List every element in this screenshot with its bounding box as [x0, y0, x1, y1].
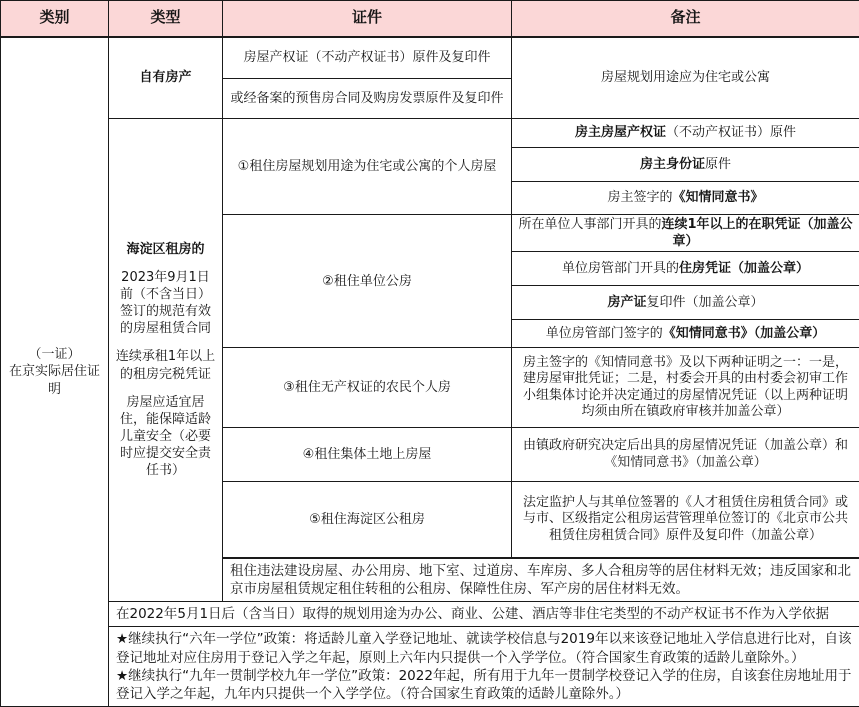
rental-g3-remark-cell: 房主签字的《知情同意书》及以下两种证明之一：一是，建房屋审批凭证；二是，村委会开具的由村委会初审工作小组集体讨论并决定通过的房屋情况凭证（以上两种证明均须由所在镇政府审核并加盖公章） — [512, 348, 859, 428]
rental-type-para-1: 2023年9月1日前（不含当日）签订的规范有效的房屋租赁合同 — [115, 269, 216, 338]
own-property-row-1 — [1, 37, 859, 79]
rental-g1-remark-1-cell — [512, 119, 859, 148]
rental-g2-label-cell: ②租住单位公房 — [223, 215, 512, 348]
footnote-invalid-materials: 租住违法建设房屋、办公用房、地下室、过道房、车库房、多人合租房等的居住材料无效；违反国家和北京市房屋租赁规定租住转租的公租房、保障性住房、军产房的居住材料无效。 — [223, 558, 859, 602]
rental-g2-remark-1-plain: 所在单位人事部门开具的 — [518, 217, 661, 232]
footnote-policy-cell — [109, 627, 859, 707]
rental-g2-remark-1-cell — [512, 215, 859, 252]
rental-g2-remark-2-bold: 住房凭证（加盖公章） — [679, 261, 809, 276]
rental-g2-remark-2-plain: 单位房管部门开具的 — [562, 261, 679, 276]
header-cell-category: 类别 — [1, 1, 109, 37]
rental-g2-remark-4-plain: 单位房管部门签字的 — [546, 326, 663, 341]
category-cell — [1, 37, 109, 707]
rental-g1-label-cell: ①租住房屋规划用途为住宅或公寓的个人房屋 — [223, 119, 512, 215]
rental-g4-label-cell: ④租住集体土地上房屋 — [223, 428, 512, 482]
rental-g2-remark-4-cell — [512, 320, 859, 348]
rental-type-title: 海淀区租房的 — [115, 241, 216, 258]
own-cert-1-cell: 房屋产权证（不动产权证书）原件及复印件 — [223, 37, 512, 79]
rental-g1-remark-3-plain: 房主签字的 — [607, 190, 672, 205]
own-cert-2-cell: 或经备案的预售房合同及购房发票原件及复印件 — [223, 79, 512, 119]
header-cell-remark: 备注 — [512, 1, 859, 37]
category-line-2: 在京实际居住证明 — [7, 363, 102, 397]
rental-g2-remark-4-bold: 《知情同意书》（加盖公章） — [663, 326, 826, 341]
rental-g1-remark-3-cell — [512, 182, 859, 215]
footnote-non-residential: 在2022年5月1日后（含当日）取得的规划用途为办公、商业、公建、酒店等非住宅类型的不动产权证书不作为入学依据 — [109, 602, 859, 627]
own-property-type-cell: 自有房产 — [109, 37, 223, 119]
footnote-nine-year-policy: ★继续执行“九年一贯制学校九年一学位”政策：2022年起，所有用于九年一贯制学校登记入学的住房，自该套住房地址用于登记入学之年起，九年内只提供一个入学学位。（符合国家生育政策的适龄儿童除外。） — [116, 667, 852, 703]
rental-g2-remark-2-cell — [512, 252, 859, 286]
rental-g5-label-cell: ⑤租住海淀区公租房 — [223, 482, 512, 558]
rental-g5-remark-cell: 法定监护人与其单位签署的《人才租赁住房租赁合同》或与市、区级指定公租房运营管理单位签订的《北京市公共租赁住房租赁合同》原件及复印件（加盖公章） — [512, 482, 859, 558]
header-cell-certificate: 证件 — [223, 1, 512, 37]
rental-g1-row-1 — [1, 119, 859, 148]
rental-g1-remark-2-cell — [512, 148, 859, 182]
rental-type-para-2: 连续承租1年以上的租房完税凭证 — [115, 348, 216, 382]
footnote-row-non-residential — [1, 602, 859, 627]
rental-type-cell — [109, 119, 223, 602]
rental-g1-remark-1-plain: （不动产权证书）原件 — [666, 125, 796, 140]
rental-g2-remark-1-bold: 连续1年以上的在职凭证（加盖公章） — [661, 217, 852, 249]
rental-type-para-3: 房屋应适宜居住，能保障适龄儿童安全（必要时应提交安全责任书） — [115, 394, 216, 480]
header-cell-type: 类型 — [109, 1, 223, 37]
footnote-six-year-policy: ★继续执行“六年一学位”政策：将适龄儿童入学登记地址、就读学校信息与2019年以来该登记地址入学信息进行比对，自该登记地址对应住房用于登记入学之年起，原则上六年内只提供一个入学学位。（符合国家生育政策的适龄儿童除外。） — [116, 630, 852, 666]
rental-g1-remark-2-bold: 房主身份证 — [640, 157, 705, 172]
rental-g2-remark-3-bold: 房产证 — [607, 295, 646, 310]
rental-g2-remark-3-cell — [512, 286, 859, 320]
table-header-row — [1, 1, 859, 37]
rental-g3-label-cell: ③租住无产权证的农民个人房 — [223, 348, 512, 428]
rental-g4-remark-cell: 由镇政府研究决定后出具的房屋情况凭证（加盖公章）和《知情同意书》（加盖公章） — [512, 428, 859, 482]
category-line-1: （一证） — [7, 346, 102, 363]
rental-g1-remark-2-plain: 原件 — [705, 157, 731, 172]
footnote-row-policy — [1, 627, 859, 707]
rental-g1-remark-3-bold: 《知情同意书》 — [673, 190, 764, 205]
rental-g1-remark-1-bold: 房主房屋产权证 — [575, 125, 666, 140]
own-remark-cell: 房屋规划用途应为住宅或公寓 — [512, 37, 859, 119]
rental-g2-remark-3-plain: 复印件（加盖公章） — [647, 295, 764, 310]
